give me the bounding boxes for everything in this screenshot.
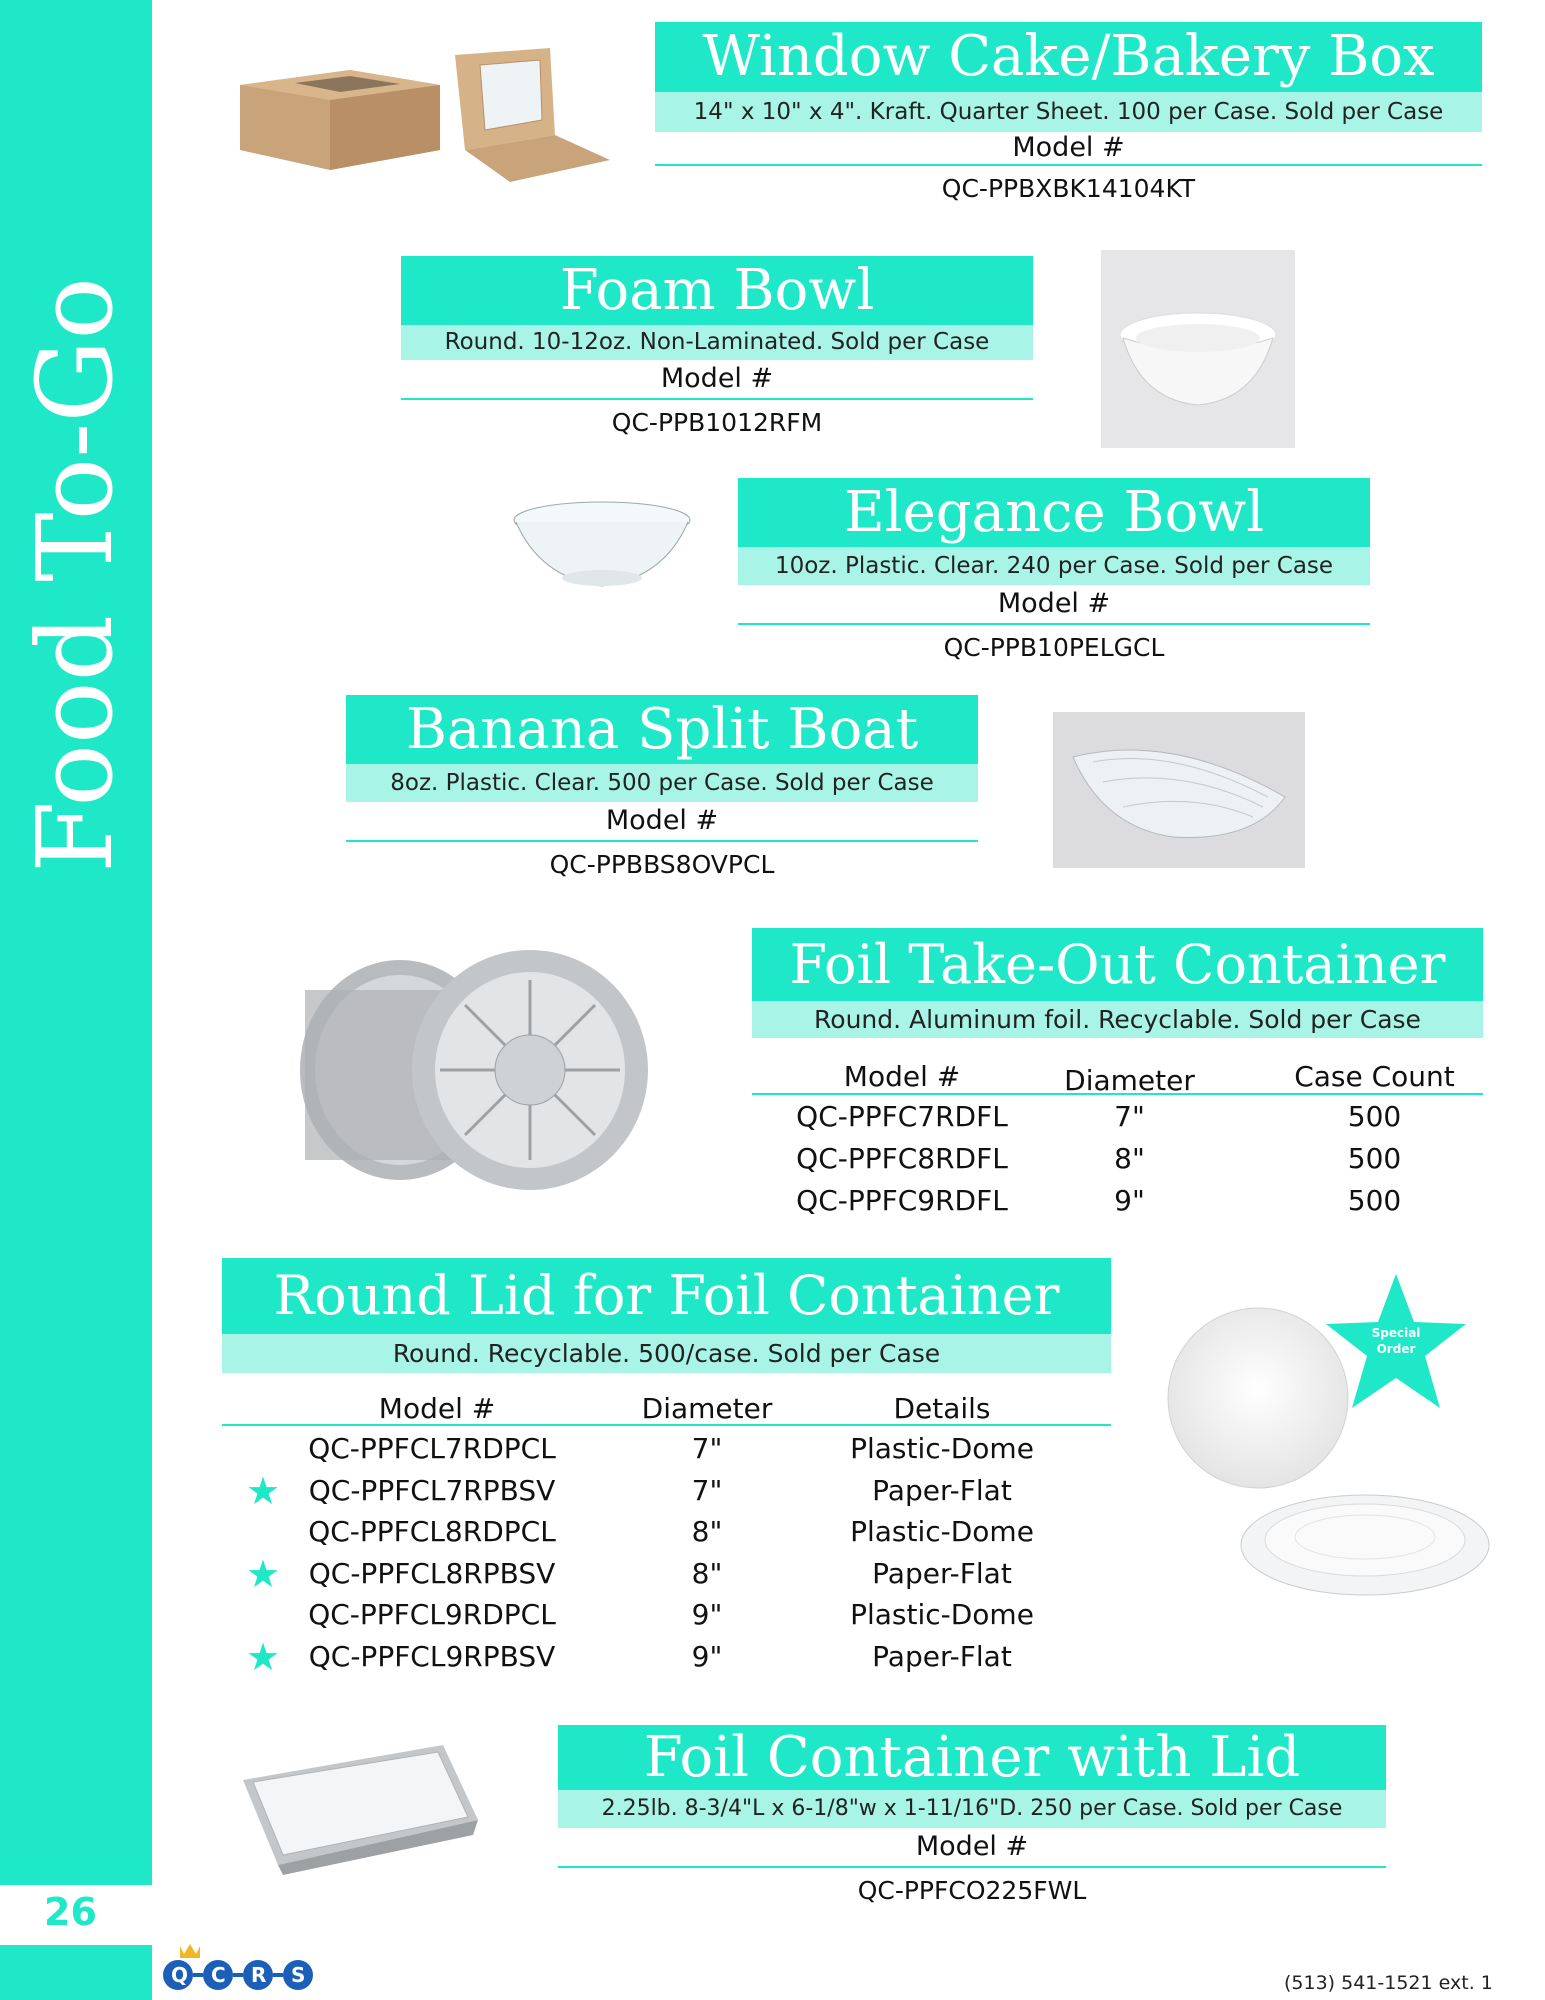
details-cell: Paper-Flat — [872, 1639, 1012, 1673]
case-count-cell: 500 — [1347, 1184, 1402, 1217]
model-cell: QC-PPFCL9RPBSV — [308, 1639, 556, 1673]
diameter-cell: 8" — [691, 1515, 723, 1548]
model-number: QC-PPFCO225FWL — [857, 1876, 1087, 1905]
case-count-cell: 500 — [1347, 1100, 1402, 1133]
model-number: QC-PPBXBK14104KT — [941, 174, 1196, 203]
banana-boat-block — [346, 695, 978, 879]
divider — [401, 398, 1033, 400]
table-row — [222, 1598, 1111, 1638]
diameter-cell: 8" — [691, 1556, 723, 1590]
model-number: QC-PPBBS8OVPCL — [549, 850, 775, 879]
foil-lid-container-photo — [233, 1740, 483, 1875]
model-cell: QC-PPFC9RDFL — [796, 1184, 1008, 1217]
divider — [222, 1424, 1111, 1426]
special-order-badge — [1322, 1270, 1470, 1418]
cake-box-block — [655, 22, 1482, 203]
model-cell: QC-PPFCL9RDPCL — [308, 1598, 556, 1631]
product-subtitle: 14" x 10" x 4". Kraft. Quarter Sheet. 100 per Case. Sold per Case — [655, 92, 1482, 132]
model-cell: QC-PPFCL7RDPCL — [308, 1432, 556, 1465]
banana-boat-photo — [1053, 712, 1305, 868]
divider — [346, 840, 978, 842]
details-cell: Paper-Flat — [872, 1473, 1012, 1507]
foil-container-block — [752, 928, 1483, 1038]
column-header-diameter: Diameter — [641, 1392, 773, 1425]
diameter-cell: 9" — [691, 1639, 723, 1673]
foil-container-photo — [290, 950, 670, 1205]
phone-number: (513) 541-1521 ext. 1 — [1284, 1972, 1493, 1994]
special-order-star-icon: ★ — [246, 1468, 281, 1513]
special-order-label: Special Order — [1371, 1326, 1421, 1356]
product-title: Foil Container with Lid — [558, 1725, 1386, 1790]
svg-text:C: C — [211, 1963, 226, 1987]
model-label: Model # — [915, 1831, 1029, 1862]
elegance-bowl-photo — [510, 498, 695, 593]
divider — [558, 1866, 1386, 1868]
model-cell: QC-PPFCL7RPBSV — [308, 1473, 556, 1507]
product-title: Window Cake/Bakery Box — [655, 22, 1482, 92]
round-lid-block — [222, 1258, 1111, 1373]
foam-bowl-photo — [1101, 250, 1295, 448]
product-subtitle: Round. Recyclable. 500/case. Sold per Case — [222, 1334, 1111, 1373]
foil-with-lid-block — [558, 1725, 1386, 1905]
model-label: Model # — [605, 805, 719, 836]
model-label: Model # — [1012, 132, 1125, 163]
diameter-cell: 9" — [1114, 1184, 1145, 1217]
divider — [752, 1093, 1483, 1095]
product-subtitle: 8oz. Plastic. Clear. 500 per Case. Sold per Case — [346, 764, 978, 802]
product-title: Round Lid for Foil Container — [222, 1258, 1111, 1334]
table-row — [222, 1432, 1111, 1472]
svg-text:Q: Q — [171, 1963, 189, 1987]
qcrs-logo — [160, 1940, 330, 1995]
svg-text:S: S — [291, 1963, 306, 1987]
column-header-model: Model # — [378, 1392, 496, 1425]
sidebar-footer-bar — [0, 1945, 152, 2000]
model-number: QC-PPB10PELGCL — [943, 633, 1165, 662]
cake-box-photo — [240, 40, 620, 190]
round-lid-table — [222, 1390, 1111, 1680]
diameter-cell: 7" — [691, 1473, 723, 1507]
product-subtitle: 2.25lb. 8-3/4"L x 6-1/8"w x 1-11/16"D. 250 per Case. Sold per Case — [558, 1790, 1386, 1828]
diameter-cell: 7" — [1114, 1100, 1145, 1133]
diameter-cell: 9" — [691, 1598, 723, 1631]
table-row — [752, 1100, 1483, 1140]
svg-text:R: R — [251, 1963, 267, 1987]
model-cell: QC-PPFCL8RDPCL — [308, 1515, 556, 1548]
model-cell: QC-PPFC8RDFL — [796, 1142, 1008, 1175]
product-title: Foil Take-Out Container — [752, 928, 1483, 1001]
model-number: QC-PPB1012RFM — [611, 408, 823, 437]
dome-lid-photo — [1238, 1490, 1493, 1600]
model-cell: QC-PPFC7RDFL — [796, 1100, 1008, 1133]
details-cell: Paper-Flat — [872, 1556, 1012, 1590]
model-label: Model # — [660, 363, 774, 394]
special-order-star-icon: ★ — [246, 1551, 281, 1596]
page-number: 26 — [44, 1890, 97, 1934]
product-title: Foam Bowl — [401, 256, 1033, 325]
product-title: Elegance Bowl — [738, 478, 1370, 547]
model-label: Model # — [997, 588, 1111, 619]
column-header-case-count: Case Count — [1294, 1060, 1455, 1093]
column-header-details: Details — [893, 1392, 991, 1425]
elegance-bowl-block — [738, 478, 1370, 662]
column-header-model: Model # — [843, 1060, 961, 1093]
diameter-cell: 7" — [691, 1432, 723, 1465]
details-cell: Plastic-Dome — [850, 1432, 1034, 1465]
special-order-star-icon: ★ — [246, 1634, 281, 1679]
product-subtitle: Round. Aluminum foil. Recyclable. Sold per Case — [752, 1001, 1483, 1038]
column-header-diameter: Diameter — [1064, 1064, 1195, 1097]
divider — [738, 623, 1370, 625]
section-title: Food To-Go — [14, 276, 136, 874]
model-cell: QC-PPFCL8RPBSV — [308, 1556, 556, 1590]
product-subtitle: 10oz. Plastic. Clear. 240 per Case. Sold per Case — [738, 547, 1370, 585]
table-row — [222, 1515, 1111, 1555]
table-row — [752, 1184, 1483, 1224]
details-cell: Plastic-Dome — [850, 1515, 1034, 1548]
product-title: Banana Split Boat — [346, 695, 978, 764]
case-count-cell: 500 — [1347, 1142, 1402, 1175]
table-row — [222, 1468, 1111, 1514]
product-subtitle: Round. 10-12oz. Non-Laminated. Sold per Case — [401, 325, 1033, 360]
table-row — [222, 1551, 1111, 1597]
table-row — [222, 1634, 1111, 1680]
table-row — [752, 1142, 1483, 1182]
foam-bowl-block — [401, 256, 1033, 437]
foil-container-table — [752, 1060, 1483, 1220]
diameter-cell: 8" — [1114, 1142, 1145, 1175]
details-cell: Plastic-Dome — [850, 1598, 1034, 1631]
divider — [655, 164, 1482, 166]
